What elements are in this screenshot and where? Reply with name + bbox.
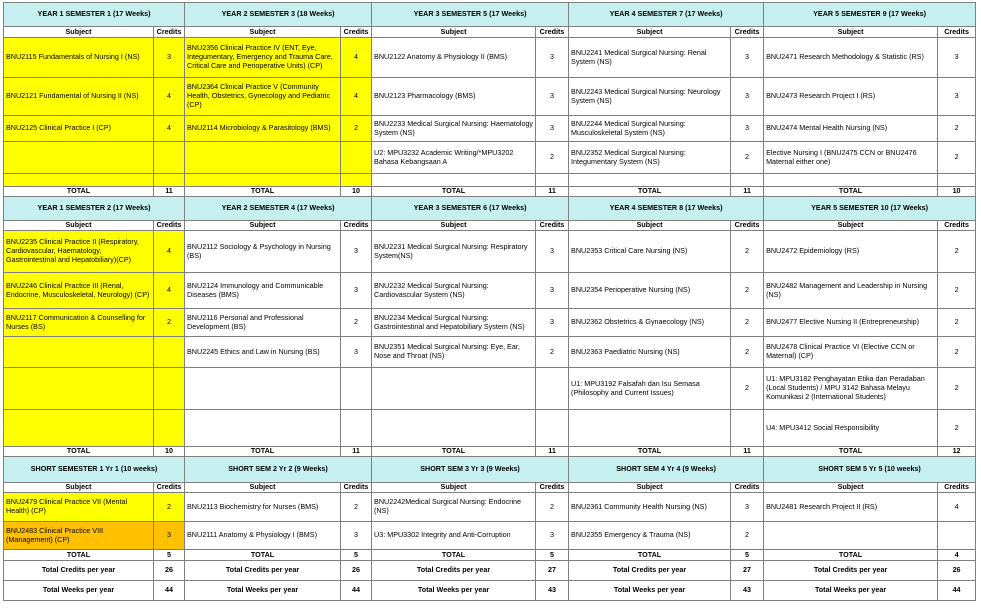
curriculum-body	[4, 3, 976, 601]
course-name: BNU2481 Research Project II (RS)	[764, 493, 938, 522]
course-name	[569, 410, 731, 447]
course-credits	[731, 174, 764, 187]
total-credits: 5	[536, 550, 569, 561]
course-credits: 4	[154, 273, 185, 309]
course-credits: 3	[536, 231, 569, 273]
course-name	[4, 410, 154, 447]
course-credits: 2	[536, 142, 569, 174]
summary-value: 27	[731, 561, 764, 581]
course-row	[4, 231, 976, 273]
course-credits: 2	[341, 309, 372, 337]
semester-header: YEAR 2 SEMESTER 3 (18 Weeks)	[185, 3, 372, 27]
course-name: U1: MPU3182 Penghayatan Etika dan Peradaban (Local Students) / MPU 3142 Bahasa Melayu Komunikasi 2 (International Students)	[764, 368, 938, 410]
course-name	[372, 410, 536, 447]
total-row	[4, 447, 976, 457]
course-name: U4: MPU3412 Social Responsibility	[764, 410, 938, 447]
course-credits: 4	[154, 116, 185, 142]
course-credits	[536, 174, 569, 187]
course-name: BNU2117 Communication & Counselling for Nurses (BS)	[4, 309, 154, 337]
course-credits: 2	[731, 522, 764, 550]
course-credits: 2	[731, 231, 764, 273]
subject-column-header: Subject	[4, 483, 154, 493]
total-credits: 11	[536, 187, 569, 197]
credits-column-header: Credits	[938, 27, 976, 38]
credits-column-header: Credits	[536, 483, 569, 493]
course-credits: 2	[938, 410, 976, 447]
course-name: BNU2231 Medical Surgical Nursing: Respiratory System(NS)	[372, 231, 536, 273]
course-name	[185, 368, 341, 410]
total-credits: 11	[731, 187, 764, 197]
course-credits: 2	[938, 368, 976, 410]
course-name	[4, 337, 154, 368]
course-name: BNU2362 Obstetrics & Gynaecology (NS)	[569, 309, 731, 337]
course-credits: 4	[938, 493, 976, 522]
total-label: TOTAL	[569, 447, 731, 457]
total-label: TOTAL	[569, 550, 731, 561]
total-label: TOTAL	[764, 550, 938, 561]
total-label: TOTAL	[372, 447, 536, 457]
course-name: BNU2352 Medical Surgical Nursing: Integumentary System (NS)	[569, 142, 731, 174]
total-credits: 11	[731, 447, 764, 457]
course-credits: 2	[536, 337, 569, 368]
subject-column-header: Subject	[372, 221, 536, 231]
course-credits: 4	[154, 231, 185, 273]
course-credits	[938, 174, 976, 187]
credits-column-header: Credits	[341, 483, 372, 493]
total-credits: 12	[938, 447, 976, 457]
total-label: TOTAL	[185, 550, 341, 561]
course-credits	[341, 410, 372, 447]
semester-header: SHORT SEM 2 Yr 2 (9 Weeks)	[185, 457, 372, 483]
course-name: BNU2245 Ethics and Law in Nursing (BS)	[185, 337, 341, 368]
subject-column-header: Subject	[569, 483, 731, 493]
course-credits	[536, 368, 569, 410]
course-name: BNU2482 Management and Leadership in Nursing (NS)	[764, 273, 938, 309]
course-name: BNU2116 Personal and Professional Development (BS)	[185, 309, 341, 337]
course-row	[4, 368, 976, 410]
course-name: BNU2351 Medical Surgical Nursing: Eye, Ear, Nose and Throat (NS)	[372, 337, 536, 368]
course-row	[4, 38, 976, 78]
course-name: BNU2355 Emergency & Trauma (NS)	[569, 522, 731, 550]
course-credits	[154, 142, 185, 174]
total-label: TOTAL	[764, 187, 938, 197]
course-row	[4, 493, 976, 522]
course-name: U1: MPU3192 Falsafah dan Isu Semasa (Philosophy and Current Issues)	[569, 368, 731, 410]
course-name: BNU2232 Medical Surgical Nursing: Cardiovascular System (NS)	[372, 273, 536, 309]
summary-label: Total Credits per year	[764, 561, 938, 581]
course-name: U3: MPU3302 Integrity and Anti-Corruption	[372, 522, 536, 550]
course-credits: 2	[938, 273, 976, 309]
total-row	[4, 550, 976, 561]
course-name: BNU2114 Microbiology & Parasitology (BMS)	[185, 116, 341, 142]
course-credits	[154, 368, 185, 410]
total-credits: 11	[536, 447, 569, 457]
course-name: BNU2473 Research Project I (RS)	[764, 78, 938, 116]
course-credits	[938, 522, 976, 550]
course-name	[569, 174, 731, 187]
course-name: BNU2479 Clinical Practice VII (Mental Health) (CP)	[4, 493, 154, 522]
semester-header: YEAR 2 SEMESTER 4 (17 Weeks)	[185, 197, 372, 221]
course-name: BNU2478 Clinical Practice VI (Elective CCN or Maternal) (CP)	[764, 337, 938, 368]
semester-header: SHORT SEM 3 Yr 3 (9 Weeks)	[372, 457, 569, 483]
summary-value: 26	[938, 561, 976, 581]
column-header-row	[4, 27, 976, 38]
total-credits: 11	[341, 447, 372, 457]
course-name: BNU2242Medical Surgical Nursing: Endocrine (NS)	[372, 493, 536, 522]
course-name	[185, 174, 341, 187]
total-label: TOTAL	[4, 447, 154, 457]
semester-header-row	[4, 3, 976, 27]
course-credits: 3	[938, 78, 976, 116]
course-credits: 3	[731, 78, 764, 116]
summary-label: Total Credits per year	[372, 561, 536, 581]
course-credits: 2	[731, 368, 764, 410]
semester-header: SHORT SEM 4 Yr 4 (9 Weeks)	[569, 457, 764, 483]
subject-column-header: Subject	[764, 221, 938, 231]
course-name	[4, 142, 154, 174]
course-credits	[731, 410, 764, 447]
subject-column-header: Subject	[764, 27, 938, 38]
course-credits: 3	[731, 493, 764, 522]
course-credits: 3	[154, 522, 185, 550]
course-credits: 3	[536, 273, 569, 309]
total-credits: 10	[938, 187, 976, 197]
course-name: BNU2243 Medical Surgical Nursing: Neurology System (NS)	[569, 78, 731, 116]
total-row	[4, 187, 976, 197]
total-credits: 5	[731, 550, 764, 561]
course-credits: 2	[938, 142, 976, 174]
course-name: BNU2241 Medical Surgical Nursing: Renal System (NS)	[569, 38, 731, 78]
course-credits: 2	[536, 493, 569, 522]
course-credits: 2	[938, 116, 976, 142]
total-credits: 5	[341, 550, 372, 561]
total-label: TOTAL	[372, 187, 536, 197]
subject-column-header: Subject	[185, 483, 341, 493]
subject-column-header: Subject	[764, 483, 938, 493]
total-credits: 10	[154, 447, 185, 457]
course-name: BNU2111 Anatomy & Physiology I (BMS)	[185, 522, 341, 550]
course-credits: 2	[154, 309, 185, 337]
semester-header-row	[4, 197, 976, 221]
course-name	[4, 174, 154, 187]
course-name: BNU2112 Sociology & Psychology in Nursing (BS)	[185, 231, 341, 273]
course-credits: 3	[341, 522, 372, 550]
semester-header: YEAR 5 SEMESTER 9 (17 Weeks)	[764, 3, 976, 27]
course-credits: 2	[154, 493, 185, 522]
semester-header: YEAR 4 SEMESTER 7 (17 Weeks)	[569, 3, 764, 27]
course-credits	[341, 368, 372, 410]
course-credits: 4	[341, 38, 372, 78]
total-label: TOTAL	[185, 447, 341, 457]
credits-column-header: Credits	[731, 483, 764, 493]
credits-column-header: Credits	[731, 27, 764, 38]
credits-column-header: Credits	[154, 483, 185, 493]
course-credits: 2	[938, 309, 976, 337]
subject-column-header: Subject	[185, 221, 341, 231]
course-row	[4, 410, 976, 447]
total-label: TOTAL	[372, 550, 536, 561]
course-name: BNU2122 Anatomy & Physiology II (BMS)	[372, 38, 536, 78]
subject-column-header: Subject	[372, 27, 536, 38]
summary-value: 26	[154, 561, 185, 581]
summary-value: 43	[731, 581, 764, 601]
summary-row	[4, 561, 976, 581]
course-row	[4, 309, 976, 337]
semester-header: YEAR 4 SEMESTER 8 (17 Weeks)	[569, 197, 764, 221]
course-credits: 4	[154, 78, 185, 116]
credits-column-header: Credits	[154, 27, 185, 38]
subject-column-header: Subject	[4, 221, 154, 231]
course-name: BNU2121 Fundamental of Nursing II (NS)	[4, 78, 154, 116]
summary-value: 26	[341, 561, 372, 581]
course-credits	[154, 174, 185, 187]
course-credits: 3	[938, 38, 976, 78]
subject-column-header: Subject	[4, 27, 154, 38]
course-credits: 3	[536, 522, 569, 550]
course-name: BNU2477 Elective Nursing II (Entrepreneurship)	[764, 309, 938, 337]
summary-label: Total Weeks per year	[185, 581, 341, 601]
course-credits	[536, 410, 569, 447]
course-credits: 2	[341, 116, 372, 142]
summary-row	[4, 581, 976, 601]
credits-column-header: Credits	[341, 221, 372, 231]
course-name: BNU2364 Clinical Practice V (Community Health, Obstetrics, Gynecology and Pediatric (CP)	[185, 78, 341, 116]
course-credits: 2	[341, 493, 372, 522]
semester-header: YEAR 3 SEMESTER 5 (17 Weeks)	[372, 3, 569, 27]
subject-column-header: Subject	[569, 221, 731, 231]
course-name: BNU2246 Clinical Practice III (Renal, Endocrine, Musculoskeletal, Neurology) (CP)	[4, 273, 154, 309]
course-name	[185, 142, 341, 174]
course-credits: 3	[536, 38, 569, 78]
course-credits: 2	[731, 309, 764, 337]
course-name	[764, 522, 938, 550]
semester-header: YEAR 3 SEMESTER 6 (17 Weeks)	[372, 197, 569, 221]
total-label: TOTAL	[4, 550, 154, 561]
column-header-row	[4, 483, 976, 493]
summary-label: Total Credits per year	[185, 561, 341, 581]
course-name: BNU2244 Medical Surgical Nursing: Musculoskeletal System (NS)	[569, 116, 731, 142]
total-credits: 5	[154, 550, 185, 561]
curriculum-table	[3, 2, 976, 601]
course-credits: 2	[731, 337, 764, 368]
course-credits: 3	[341, 231, 372, 273]
course-row	[4, 337, 976, 368]
summary-label: Total Weeks per year	[764, 581, 938, 601]
course-credits: 3	[341, 337, 372, 368]
course-name: BNU2361 Community Health Nursing (NS)	[569, 493, 731, 522]
summary-value: 44	[154, 581, 185, 601]
course-credits: 2	[731, 142, 764, 174]
course-name	[764, 174, 938, 187]
subject-column-header: Subject	[569, 27, 731, 38]
course-name: BNU2356 Clinical Practice IV (ENT, Eye, Integumentary, Emergency and Trauma Care, Critical Care and Perioperative Units) (CP)	[185, 38, 341, 78]
credits-column-header: Credits	[731, 221, 764, 231]
column-header-row	[4, 221, 976, 231]
course-credits: 4	[341, 78, 372, 116]
total-label: TOTAL	[185, 187, 341, 197]
course-name: BNU2474 Mental Health Nursing (NS)	[764, 116, 938, 142]
course-row	[4, 142, 976, 174]
summary-label: Total Weeks per year	[569, 581, 731, 601]
credits-column-header: Credits	[536, 27, 569, 38]
course-row	[4, 522, 976, 550]
course-credits	[341, 174, 372, 187]
course-name	[372, 368, 536, 410]
course-credits	[341, 142, 372, 174]
semester-header: YEAR 1 SEMESTER 2 (17 Weeks)	[4, 197, 185, 221]
course-name: BNU2472 Epidemiology (RS)	[764, 231, 938, 273]
course-name	[4, 368, 154, 410]
course-name	[372, 174, 536, 187]
credits-column-header: Credits	[341, 27, 372, 38]
course-credits: 3	[536, 78, 569, 116]
course-name: BNU2233 Medical Surgical Nursing: Haematology System (NS)	[372, 116, 536, 142]
course-name: BNU2113 Biochemistry for Nurses (BMS)	[185, 493, 341, 522]
semester-header-row	[4, 457, 976, 483]
summary-value: 27	[536, 561, 569, 581]
total-label: TOTAL	[569, 187, 731, 197]
summary-value: 43	[536, 581, 569, 601]
course-name: BNU2235 Clinical Practice II (Respiratory, Cardiovascular, Haematology, Gastrointestinal and Hepatobiliary)(CP)	[4, 231, 154, 273]
course-name: BNU2363 Paediatric Nursing (NS)	[569, 337, 731, 368]
course-credits: 3	[731, 38, 764, 78]
semester-header: SHORT SEM 5 Yr 5 (10 weeks)	[764, 457, 976, 483]
semester-header: YEAR 1 SEMESTER 1 (17 Weeks)	[4, 3, 185, 27]
subject-column-header: Subject	[372, 483, 536, 493]
subject-column-header: Subject	[185, 27, 341, 38]
summary-label: Total Weeks per year	[4, 581, 154, 601]
credits-column-header: Credits	[154, 221, 185, 231]
course-credits: 3	[341, 273, 372, 309]
course-row	[4, 174, 976, 187]
course-name: BNU2125 Clinical Practice I (CP)	[4, 116, 154, 142]
credits-column-header: Credits	[938, 483, 976, 493]
summary-label: Total Weeks per year	[372, 581, 536, 601]
course-credits: 2	[938, 231, 976, 273]
course-row	[4, 116, 976, 142]
credits-column-header: Credits	[938, 221, 976, 231]
course-credits: 3	[536, 309, 569, 337]
course-credits: 3	[536, 116, 569, 142]
course-credits	[154, 337, 185, 368]
total-label: TOTAL	[764, 447, 938, 457]
course-name: BNU2471 Research Methodology & Statistic (RS)	[764, 38, 938, 78]
course-credits: 2	[938, 337, 976, 368]
course-name: BNU2123 Pharmacology (BMS)	[372, 78, 536, 116]
course-credits	[154, 410, 185, 447]
course-name	[185, 410, 341, 447]
semester-header: YEAR 5 SEMESTER 10 (17 Weeks)	[764, 197, 976, 221]
course-name: BNU2124 Immunology and Communicable Diseases (BMS)	[185, 273, 341, 309]
summary-label: Total Credits per year	[569, 561, 731, 581]
summary-label: Total Credits per year	[4, 561, 154, 581]
credits-column-header: Credits	[536, 221, 569, 231]
course-name: BNU2354 Perioperative Nursing (NS)	[569, 273, 731, 309]
summary-value: 44	[341, 581, 372, 601]
course-row	[4, 78, 976, 116]
course-name: U2: MPU3232 Academic Writing/*MPU3202 Bahasa Kebangsaan A	[372, 142, 536, 174]
semester-header: SHORT SEMESTER 1 Yr 1 (10 weeks)	[4, 457, 185, 483]
total-credits: 10	[341, 187, 372, 197]
course-name: BNU2234 Medical Surgical Nursing: Gastrointestinal and Hepatobiliary System (NS)	[372, 309, 536, 337]
total-credits: 4	[938, 550, 976, 561]
course-credits: 2	[731, 273, 764, 309]
course-credits: 3	[154, 38, 185, 78]
course-name: Elective Nursing I (BNU2475 CCN or BNU2476 Maternal either one)	[764, 142, 938, 174]
course-name: BNU2353 Critical Care Nursing (NS)	[569, 231, 731, 273]
course-name: BNU2115 Fundamentals of Nursing I (NS)	[4, 38, 154, 78]
summary-value: 44	[938, 581, 976, 601]
course-row	[4, 273, 976, 309]
total-credits: 11	[154, 187, 185, 197]
course-name: BNU2483 Clinical Practice VIII (Management) (CP)	[4, 522, 154, 550]
course-credits: 3	[731, 116, 764, 142]
total-label: TOTAL	[4, 187, 154, 197]
